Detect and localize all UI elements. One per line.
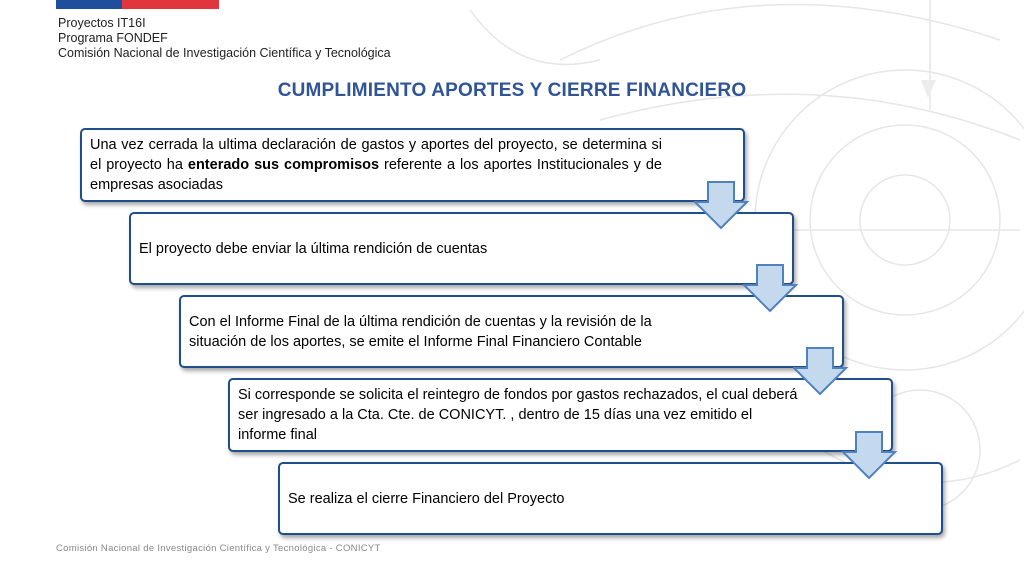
down-arrow-icon-1 — [694, 180, 750, 232]
flag-red — [122, 0, 219, 9]
step-3-text: Con el Informe Final de la última rendición de cuentas y la revisión de la situación de los aportes, se emite el Informe Final Financiero Contable — [189, 313, 652, 350]
step-1-text-start: Una vez cerrada la ultima declaración de gastos y aportes del proyecto, se determina si el proyecto ha — [90, 137, 662, 173]
header-line-institution: Comisión Nacional de Investigación Científica y Tecnológica — [58, 46, 391, 60]
down-arrow-icon-2 — [743, 263, 799, 315]
down-arrow-icon-4 — [842, 430, 898, 482]
header-line-program: Proyectos IT16I — [58, 16, 146, 30]
step-4-text: Si corresponde se solicita el reintegro de fondos por gastos rechazados, el cual deberá ser ingresado a la Cta. Cte. de CONICYT. , dentro de 15 días una vez emitido el informe final — [238, 387, 798, 443]
step-1-text-bold: enterado sus compromisos — [187, 157, 380, 173]
step-1-box — [80, 128, 745, 202]
down-arrow-icon-3 — [793, 346, 849, 398]
step-5-text: Se realiza el cierre Financiero del Proyecto — [288, 490, 565, 507]
page-title: CUMPLIMIENTO APORTES Y CIERRE FINANCIERO — [277, 80, 747, 101]
header-line-fondef: Programa FONDEF — [58, 31, 168, 45]
step-1-text-end: referente a los aportes Institucionales y de empresas asociadas — [90, 157, 663, 193]
step-2-text: El proyecto debe enviar la última rendición de cuentas — [139, 240, 488, 257]
footer-text: Comisión Nacional de Investigación Científica y Tecnológica - CONICYT — [56, 543, 381, 554]
header-block — [58, 16, 391, 61]
flag-blue — [56, 0, 122, 9]
flag-bar — [56, 0, 219, 9]
step-1-text — [90, 135, 662, 195]
